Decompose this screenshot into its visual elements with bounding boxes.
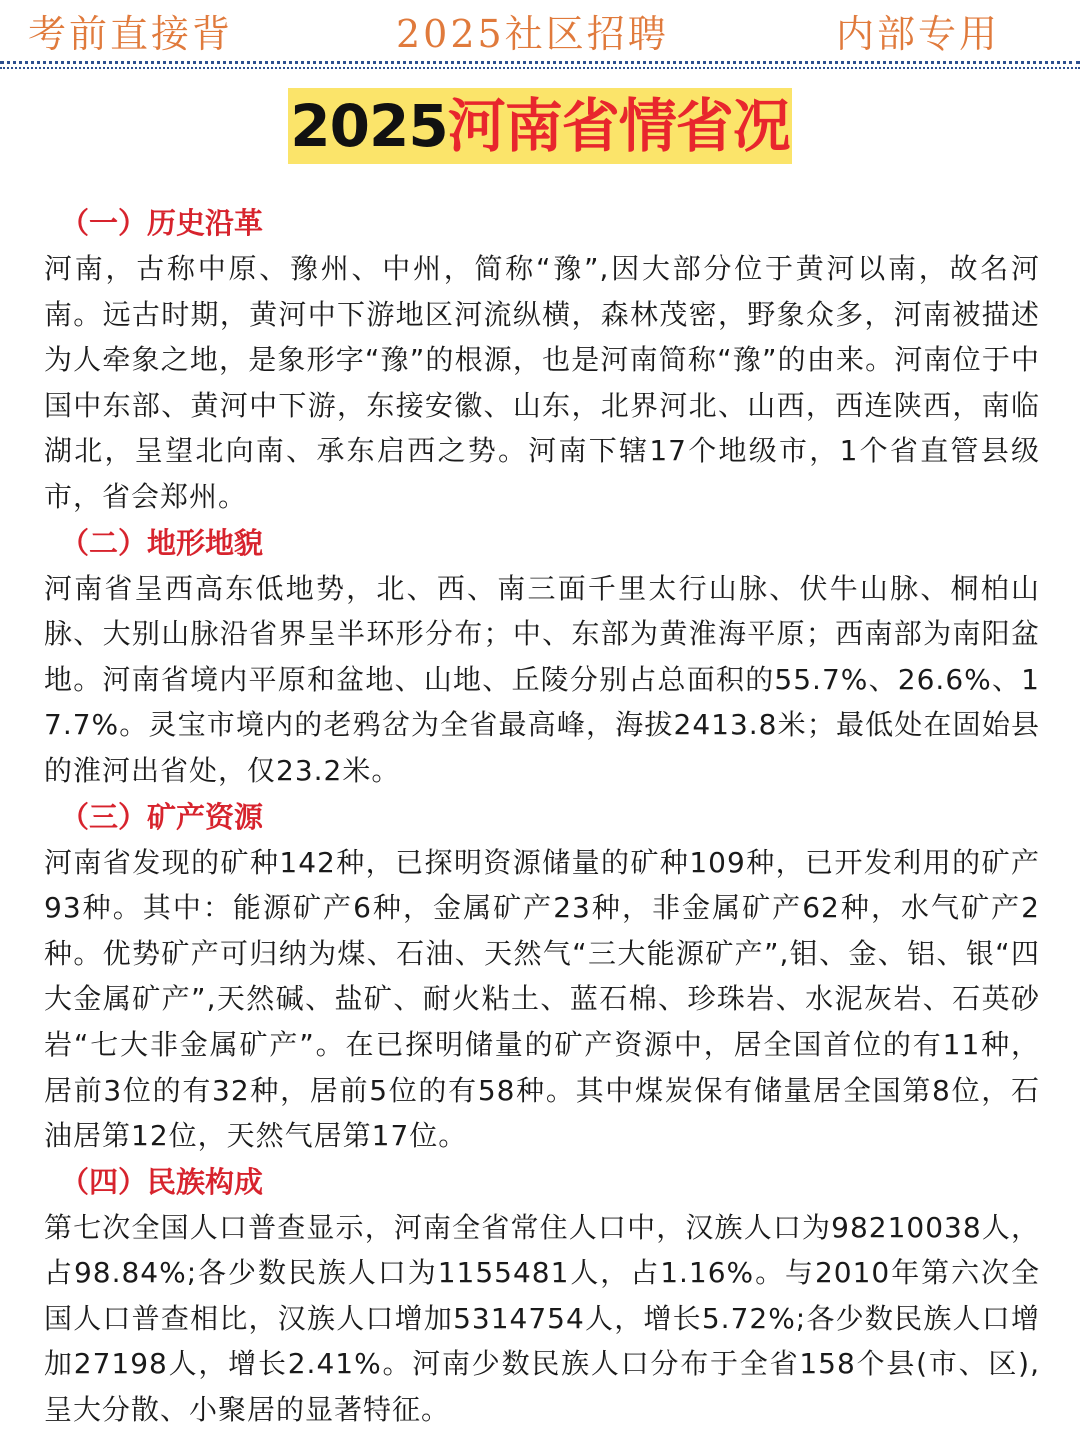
title-year: 2025 <box>290 92 448 160</box>
section-terrain <box>44 520 1040 794</box>
section-ethnicity <box>44 1159 1040 1433</box>
title-topic: 河南省情省况 <box>447 92 790 160</box>
header-divider <box>0 61 1080 64</box>
header-right-label: 内部专用 <box>836 12 1001 56</box>
section-paragraph: 河南，古称中原、豫州、中州，简称“豫”,因大部分位于黄河以南，故名河南。远古时期，黄河中下游地区河流纵横，森林茂密，野象众多，河南被描述为人牵象之地，是象形字“豫”的根源，也是河南简称“豫”的由来。河南位于中国中东部、黄河中下游，东接安徽、山东，北界河北、山西，西连陕西，南临湖北，呈望北向南、承东启西之势。河南下辖17个地级市，1个省直管县级市，省会郑州。 <box>44 252 1040 513</box>
section-heading: （二）地形地貌 <box>60 525 264 560</box>
section-minerals <box>44 794 1040 1159</box>
page-header <box>0 0 1080 68</box>
section-heading: （四）民族构成 <box>60 1164 264 1199</box>
section-heading: （一）历史沿革 <box>60 206 264 240</box>
section-heading: （三）矿产资源 <box>60 799 264 834</box>
article-body <box>44 200 1040 1433</box>
header-divider-secondary <box>0 67 1080 69</box>
section-paragraph: 第七次全国人口普查显示，河南全省常住人口中，汉族人口为98210038人，占98.84%;各少数民族人口为1155481人，占1.16%。与2010年第六次全国人口普查相比，汉族人口增加5314754人，增长5.72%;各少数民族人口增加27198人，增长2.41%。河南少数民族人口分布于全省158个县(市、区),呈大分散、小聚居的显著特征。 <box>44 1210 1040 1427</box>
page-title <box>288 88 792 164</box>
header-left-label: 考前直接背 <box>28 12 234 56</box>
header-center-label: 2025社区招聘 <box>396 12 669 56</box>
section-history <box>44 200 1040 520</box>
section-paragraph: 河南省呈西高东低地势，北、西、南三面千里太行山脉、伏牛山脉、桐柏山脉、大别山脉沿省界呈半环形分布；中、东部为黄淮海平原；西南部为南阳盆地。河南省境内平原和盆地、山地、丘陵分别占总面积的55.7%、26.6%、17.7%。灵宝市境内的老鸦岔为全省最高峰，海拔2413.8米；最低处在固始县的淮河出省处，仅23.2米。 <box>44 571 1040 787</box>
section-paragraph: 河南省发现的矿种142种，已探明资源储量的矿种109种，已开发利用的矿产93种。其中：能源矿产6种，金属矿产23种，非金属矿产62种，水气矿产2种。优势矿产可归纳为煤、石油、天然气“三大能源矿产”,钼、金、铝、银“四大金属矿产”,天然碱、盐矿、耐火粘土、蓝石棉、珍珠岩、水泥灰岩、石英砂岩“七大非金属矿产”。在已探明储量的矿产资源中，居全国首位的有11种，居前3位的有32种，居前5位的有58种。其中煤炭保有储量居全国第8位，石油居第12位，天然气居第17位。 <box>44 845 1040 1153</box>
